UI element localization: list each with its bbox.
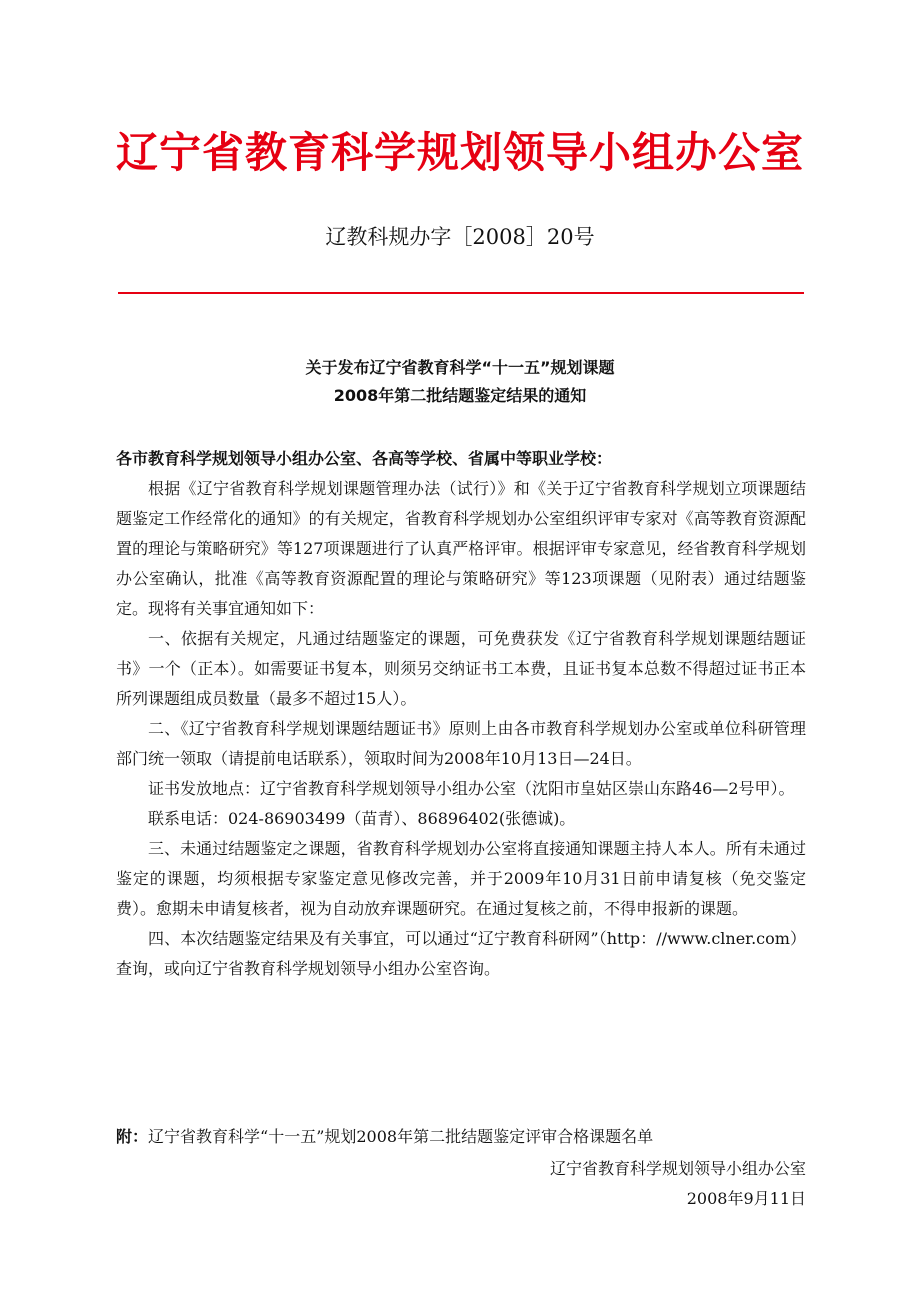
paragraph-phone: 联系电话：024-86903499（苗青）、86896402(张德诚)。	[148, 809, 576, 828]
letterhead	[0, 120, 920, 180]
notice-title	[0, 354, 920, 410]
document-number: 辽教科规办字［2008］20号	[325, 225, 595, 249]
notice-body	[116, 474, 806, 984]
paragraph-item-2: 二、《辽宁省教育科学规划课题结题证书》原则上由各市教育科学规划办公室或单位科研管理部门统一领取（请提前电话联系），领取时间为2008年10月13日—24日。	[116, 719, 806, 768]
attachment-text: 辽宁省教育科学“十一五”规划2008年第二批结题鉴定评审合格课题名单	[148, 1127, 654, 1146]
attachment-note	[116, 1124, 653, 1147]
signature-date: 2008年9月11日	[686, 1189, 806, 1208]
notice-title-line-1: 关于发布辽宁省教育科学“十一五”规划课题	[305, 358, 615, 377]
signature-org: 辽宁省教育科学规划领导小组办公室	[549, 1159, 806, 1178]
org-title: 辽宁省教育科学规划领导小组办公室	[115, 128, 804, 177]
paragraph-item-4: 四、本次结题鉴定结果及有关事宜，可以通过“辽宁教育科研网”（http：//www.clner.com）查询，或向辽宁省教育科学规划领导小组办公室咨询。	[116, 929, 806, 978]
paragraph-intro: 根据《辽宁省教育科学规划课题管理办法（试行）》和《关于辽宁省教育科学规划立项课题结题鉴定工作经常化的通知》的有关规定，省教育科学规划办公室组织评审专家对《高等教育资源配置的理论与策略研究》等127项课题进行了认真严格评审。根据评审专家意见，经省教育科学规划办公室确认，批准《高等教育资源配置的理论与策略研究》等123项课题（见附表）通过结题鉴定。现将有关事宜通知如下：	[116, 479, 806, 618]
addressee: 各市教育科学规划领导小组办公室、各高等学校、省属中等职业学校：	[116, 449, 613, 468]
red-divider-line	[118, 292, 804, 294]
paragraph-item-3: 三、未通过结题鉴定之课题，省教育科学规划办公室将直接通知课题主持人本人。所有未通过鉴定的课题，均须根据专家鉴定意见修改完善，并于2009年10月31日前申请复核（免交鉴定费）。愈期未申请复核者，视为自动放弃课题研究。在通过复核之前，不得申报新的课题。	[116, 839, 806, 918]
notice-title-line-2: 2008年第二批结题鉴定结果的通知	[333, 386, 587, 405]
attachment-label: 附：	[116, 1127, 149, 1146]
paragraph-location: 证书发放地点：辽宁省教育科学规划领导小组办公室（沈阳市皇姑区崇山东路46—2号甲）。	[148, 779, 795, 798]
paragraph-item-1: 一、依据有关规定，凡通过结题鉴定的课题，可免费获发《辽宁省教育科学规划课题结题证书》一个（正本）。如需要证书复本，则须另交纳证书工本费，且证书复本总数不得超过证书正本所列课题组成员数量（最多不超过15人）。	[116, 629, 806, 708]
